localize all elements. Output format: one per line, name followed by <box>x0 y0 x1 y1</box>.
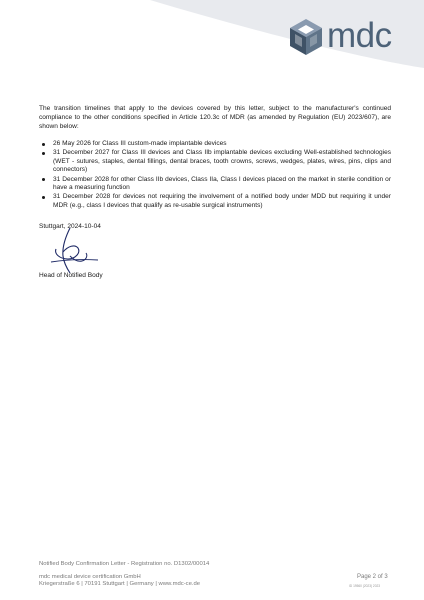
handwritten-signature <box>48 226 108 274</box>
logo-wordmark: mdc <box>327 16 392 55</box>
place-and-date: Stuttgart, 2024-10-04 <box>39 223 101 230</box>
list-item: 31 December 2028 for other Class IIb devices, Class IIa, Class I devices placed on the market in sterile condition or have a measuring function <box>39 176 391 193</box>
footer-letter-title: Notified Body Confirmation Letter - Registration no. D1302/00014 <box>39 561 210 567</box>
list-item: 31 December 2028 for devices not requiring the involvement of a notified body under MDD but requiring it under MDR (e.g., class I devices that qualify as re-usable surgical instruments) <box>39 193 391 210</box>
page-number: Page 2 of 3 <box>357 574 388 580</box>
mdc-logo <box>287 17 409 57</box>
signatory-role: Head of Notified Body <box>39 272 103 279</box>
list-item: 31 December 2027 for Class III devices and Class IIb implantable devices excluding Well-established technologies (WET - sutures, staples, dental fillings, dental braces, tooth crowns, screws, wedges, plates, wires, pins, clips and connectors) <box>39 149 391 175</box>
footer-company-name: mdc medical device certification GmbH <box>39 574 141 580</box>
footer-address: Kriegerstraße 6 | 70191 Stuttgart | Germany | www.mdc-ce.de <box>39 581 201 587</box>
transition-timeline-list <box>39 140 391 211</box>
document-code: ID 19560 (2023) 2023 <box>349 584 381 588</box>
intro-paragraph: The transition timelines that apply to the devices covered by this letter, subject to the manufacturer's continued compliance to the other conditions specified in Article 120.3c of MDR (as amended by Regulation (EU) 2023/607), are shown below: <box>39 105 391 131</box>
mdc-logo-cube-icon <box>287 17 325 57</box>
list-item: 26 May 2026 for Class III custom-made implantable devices <box>39 140 391 149</box>
